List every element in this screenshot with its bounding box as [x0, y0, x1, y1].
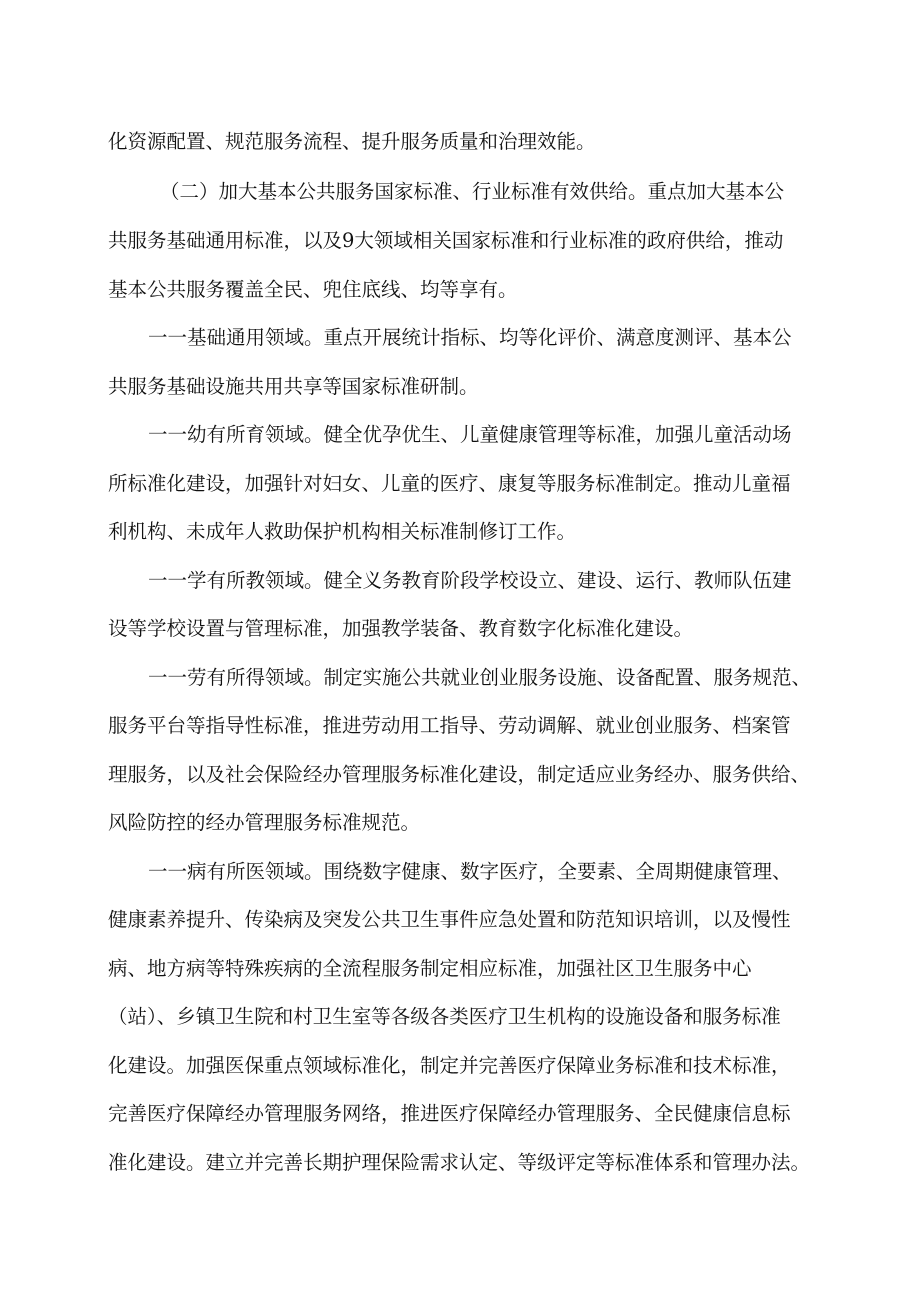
text-line: 一一病有所医领域。围绕数字健康、数字医疗，全要素、全周期健康管理、 — [148, 860, 792, 883]
text-line: 一一基础通用领域。重点开展统计指标、均等化评价、满意度测评、基本公 — [148, 326, 792, 349]
text-line: 一一劳有所得领域。制定实施公共就业创业服务设施、设备配置、服务规范、 — [148, 666, 812, 689]
text-line: 设等学校设置与管理标准，加强教学装备、教育数字化标准化建设。 — [108, 617, 694, 640]
text-line: 服务平台等指导性标准，推进劳动用工指导、劳动调解、就业创业服务、档案管 — [108, 714, 791, 737]
text-line: 利机构、未成年人救助保护机构相关标准制修订工作。 — [108, 520, 577, 543]
text-line: 一一学有所教领域。健全义务教育阶段学校设立、建设、运行、教师队伍建 — [148, 569, 792, 592]
text-line: 所标准化建设，加强针对妇女、儿童的医疗、康复等服务标准制定。推动儿童福 — [108, 472, 791, 495]
text-line: 化建设。加强医保重点领域标准化，制定并完善医疗保障业务标准和技术标准， — [108, 1054, 791, 1077]
text-line: 基本公共服务覆盖全民、兜住底线、均等享有。 — [108, 278, 518, 301]
text-line: 化资源配置、规范服务流程、提升服务质量和治理效能。 — [108, 130, 596, 153]
text-line: 共服务基础设施共用共享等国家标准研制。 — [108, 375, 479, 398]
text-line: （二）加大基本公共服务国家标准、行业标准有效供给。重点加大基本公 — [160, 180, 785, 203]
text-line: 理服务，以及社会保险经办管理服务标准化建设，制定适应业务经办、服务供给、 — [108, 763, 811, 786]
text-line: 一一幼有所育领域。健全优孕优生、儿童健康管理等标准，加强儿童活动场 — [148, 423, 792, 446]
text-line: 健康素养提升、传染病及突发公共卫生事件应急处置和防范知识培训，以及慢性 — [108, 908, 791, 931]
text-line: 风险防控的经办管理服务标准规范。 — [108, 811, 421, 834]
text-line: 共服务基础通用标准，以及9大领域相关国家标准和行业标准的政府供给，推动 — [108, 229, 784, 252]
text-line: 准化建设。建立并完善长期护理保险需求认定、等级评定等标准体系和管理办法。 — [108, 1151, 811, 1174]
text-line: 完善医疗保障经办管理服务网络，推进医疗保障经办管理服务、全民健康信息标 — [108, 1102, 791, 1125]
text-line: （站）、乡镇卫生院和村卫生室等各级各类医疗卫生机构的设施设备和服务标准 — [108, 1005, 781, 1028]
text-line: 病、地方病等特殊疾病的全流程服务制定相应标准，加强社区卫生服务中心 — [108, 957, 752, 980]
